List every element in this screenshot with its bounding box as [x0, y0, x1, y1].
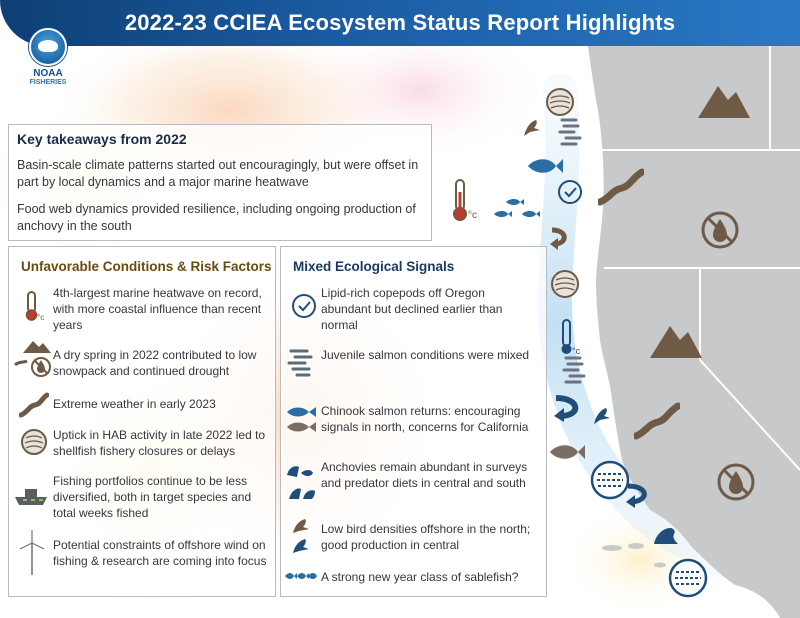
- mountain-icon-south: [650, 322, 702, 358]
- mixed-item: Anchovies remain abundant in surveys and predator diets in central and south: [321, 460, 528, 490]
- fishing-boat-icon: [13, 483, 49, 507]
- hab-icon: [19, 427, 49, 457]
- salmon-icon-map-north: [526, 156, 564, 176]
- thermometer-icon-map-north: [448, 178, 478, 224]
- anchovy-predator-icon: [285, 463, 319, 503]
- mixed-item: Low bird densities offshore in the north; good production in central: [321, 522, 531, 552]
- drought-icon-north: [700, 210, 740, 250]
- sablefish-icon: [283, 569, 319, 583]
- unfavorable-item: Fishing portfolios continue to be less diversified, both in target species and total weeks fished: [53, 474, 252, 520]
- svg-text:°c: °c: [572, 346, 581, 356]
- unfavorable-item: Potential constraints of offshore wind on fishing & research are coming into focus: [53, 538, 267, 568]
- seabird-icon-map-south: [590, 404, 612, 426]
- salmon-icon: [285, 405, 319, 435]
- mixed-item: Lipid-rich copepods off Oregon abundant but declined earlier than normal: [321, 286, 503, 332]
- juvenile-salmon-icon: [287, 347, 317, 381]
- mixed-signals-panel: [280, 246, 547, 597]
- unfavorable-item: A dry spring in 2022 contributed to low snowpack and continued drought: [53, 348, 257, 378]
- key-takeaway-paragraph: Basin-scale climate patterns started out encouragingly, but were offset in part by local dynamics and a major marine heatwave: [17, 158, 419, 189]
- anchovy-school-icon-2: [668, 558, 708, 598]
- key-takeaway-paragraph: Food web dynamics provided resilience, including ongoing production of anchovy in the south: [17, 202, 416, 233]
- svg-text:°c: °c: [37, 313, 45, 321]
- mixed-item: A strong new year class of sablefish?: [321, 570, 519, 584]
- mixed-item: Chinook salmon returns: encouraging signals in north, concerns for California: [321, 404, 529, 434]
- current-arrow-icon-central: [552, 392, 586, 422]
- salmon-icon-map-south: [548, 442, 586, 462]
- wind-turbine-icon: [17, 529, 47, 577]
- noaa-emblem-icon: [29, 28, 67, 66]
- drought-icon-south: [716, 462, 756, 502]
- thermometer-icon: [19, 291, 49, 321]
- logo-text-fisheries: FISHERIES: [29, 79, 67, 86]
- fish-school-icon-map-south: [562, 354, 590, 388]
- noaa-fisheries-logo: [24, 28, 72, 88]
- unfavorable-item: 4th-largest marine heatwave on record, with more coastal influence than recent years: [53, 286, 262, 332]
- copepod-icon: [289, 291, 319, 321]
- current-arrow-icon-north: [548, 224, 574, 250]
- hab-icon-map-2: [549, 268, 581, 300]
- current-arrow-icon-south: [624, 482, 654, 508]
- river-icon: [19, 391, 49, 421]
- thermometer-icon-map-south: [556, 318, 582, 358]
- unfavorable-conditions-panel: [8, 246, 276, 597]
- unfavorable-item: Extreme weather in early 2023: [53, 397, 216, 411]
- page-title: 2022-23 CCIEA Ecosystem Status Report Highlights: [124, 10, 676, 35]
- copepod-icon-map: [556, 178, 584, 206]
- seabird-icon-map-north: [520, 116, 542, 138]
- hab-icon-map-1: [544, 86, 576, 118]
- mixed-signals-title: Mixed Ecological Signals: [293, 259, 455, 274]
- river-icon-north: [598, 168, 644, 206]
- key-takeaways-panel: [8, 124, 432, 241]
- mountain-icon-north: [698, 82, 750, 118]
- mountain-drought-icon: [13, 339, 53, 379]
- sea-lion-icon-map: [650, 524, 680, 548]
- key-takeaways-title: Key takeaways from 2022: [17, 131, 187, 147]
- mixed-item: Juvenile salmon conditions were mixed: [321, 348, 530, 362]
- seabird-icon: [287, 517, 317, 555]
- fish-school-icon-map-north: [558, 116, 586, 150]
- river-icon-south: [634, 402, 680, 440]
- logo-text-noaa: NOAA: [33, 68, 63, 79]
- unfavorable-conditions-title: Unfavorable Conditions & Risk Factors: [21, 259, 272, 274]
- svg-text:°c: °c: [468, 210, 477, 221]
- unfavorable-item: Uptick in HAB activity in late 2022 led to shellfish fishery closures or delays: [53, 428, 266, 458]
- juvenile-salmon-icon-map: [492, 196, 552, 222]
